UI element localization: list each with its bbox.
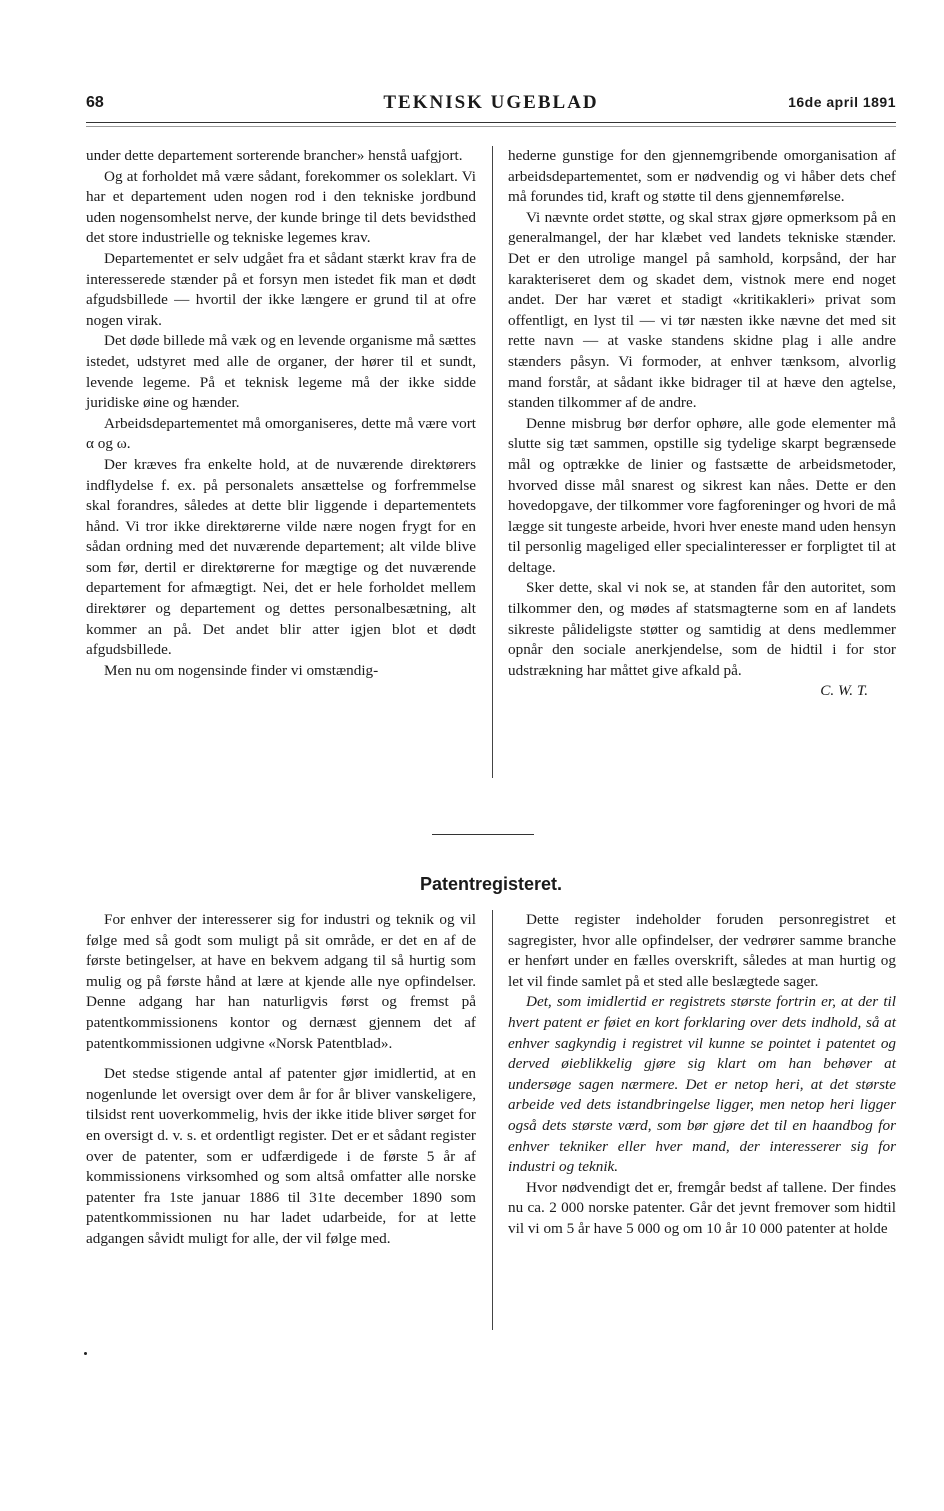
paragraph: For enhver der interesserer sig for industri og teknik og vil følge med så godt som muligt på sit område, er det en af de første betingelser, at have en bekvem adgang til så hurtig som mulig og på første hånd at lære at kjende alle nye opfindelser. Denne adgang har han naturligvis først og fremst på patentkommissionens kontor og dernæst gjennem det af patentkommissionen udgivne «Norsk Patentblad». (86, 911, 476, 1052)
paragraph: Og at forholdet må være sådant, forekommer os soleklart. Vi har et departement uden nogen rod i den tekniske jordbund uden nogensomhelst nerve, der kunde bringe til dets bevidsthed det store industrielle og tekniske legemes krav. (86, 167, 476, 247)
paragraph: Vi nævnte ordet støtte, og skal strax gjøre opmerksom på en generalmangel, der har klæbet ved landets tekniske stænder. Det er den utrolige mangel på samhold, korpsånd, der har karakteriseret dem og skadet dem, vistnok mere end noget andet. Der har været et stadigt «kritikakleri» privat som offentligt, en lyst til — vi tør næsten ikke nævne det med sit rette navn — at vaske standens skidne plag i alle andre stænders påsyn. Vi formoder, at enhver tænksom, alvorlig mand forstår, at sådant ikke bidrager til at hæve den agtelse, standen tilkommer af de andre. (508, 208, 896, 412)
page-number: 68 (86, 94, 104, 111)
journal-title: TEKNISK UGEBLAD (383, 92, 599, 113)
paragraph: Det døde billede må væk og en levende organisme må sættes istedet, udstyret med alle de organer, der hører til et sundt, levende legeme. På et teknisk legeme må der ikke sidde juridiske øine og hænder. (86, 332, 476, 412)
paragraph: Arbeidsdepartementet må omorganiseres, dette må være vort α og ω. (86, 414, 476, 453)
ink-speck (84, 1352, 87, 1355)
article1-left-column (86, 146, 476, 681)
paragraph: Der kræves fra enkelte hold, at de nuværende direktørers indflydelse f. ex. på personalets ansættelse og forfremmelse skal forandres, således at dette blir liggende i departementets hånd. Vi tror ikke direktørerne vilde nære nogen frygt for en sådan ordning med det nuværende departement; alt vilde blive som før, dertil er direktørerne for mægtige og det nuværende departement for afmægtigt. Nei, det er hele forholdet mellem direktører og departement og dettes personalbesætning, alt kommer an på. Det andet blir atter igjen blot et dødt afgudsbillede. (86, 455, 476, 659)
header-rule-thin (86, 126, 896, 127)
article1-right-column (508, 146, 896, 702)
column-divider (492, 910, 493, 1330)
paragraph: Hvor nødvendigt det er, fremgår bedst af tallene. Der findes nu ca. 2 000 norske patenter. Går det jevnt fremover som hidtil vil vi om 5 år have 5 000 og om 10 år 10 000 patenter at holde (508, 1178, 896, 1237)
section-divider (432, 834, 534, 835)
paragraph: Det stedse stigende antal af patenter gjør imidlertid, at en nogenlunde let oversigt over dem år for år bliver vanskeligere, tilsidst rent uoverkommelig, hvis der ikke itide bliver sørget for en oversigt d. v. s. et ordentligt register. Det er et sådant register over de patenter, som er udfærdigede i de første 5 år af kommissionens virksomhed og som altså omfatter alle norske patenter fra 1ste januar 1886 til 31te december 1890 som patentkommissionen nu har ladet udarbeide, for at lette adgangen såvidt muligt for alle, der vil følge med. (86, 1065, 476, 1247)
paragraph: Departementet er selv udgået fra et sådant stærkt krav fra de interesserede stænder på et forsyn men istedet fik man et dødt afgudsbillede — hvortil der ikke længere er grund til at ofre nogen virak. (86, 249, 476, 329)
paragraph: Dette register indeholder foruden personregistret et sagregister, hvor alle opfindelser, der vedrører samme branche er henført under en fælles overskrift, således at man hurtig og let vil finde samlet på et sted alle beslægtede sager. (508, 911, 896, 990)
paragraph: Det, som imidlertid er registrets største fortrin er, at der til hvert patent er føiet en kort forklaring over dets indhold, så at enhver sagkyndig i registret vil kunne se pointet i patentet og derved øieblikkelig gjøre sig klart om han behøver at undersøge sagen nærmere. Det er netop heri, at det største arbeide ved dets istandbringelse ligger, men netop heri ligger også dets største værd, som bør gjøre det til en haandbog for enhver tekniker eller hver mand, der interesserer sig for industri og teknik. (508, 993, 896, 1176)
paragraph: hederne gunstige for den gjennemgribende omorganisation af arbeidsdepartementet, som er nødvendig og vi håber dets chef må forundes tid, kraft og støtte til dens gjennemførelse. (508, 147, 896, 206)
column-divider (492, 146, 493, 778)
issue-date: 16de april 1891 (788, 94, 896, 110)
header-rule (86, 122, 896, 123)
paragraph: Denne misbrug bør derfor ophøre, alle gode elementer må slutte sig tæt sammen, opstille sig tydelige skarpt begrænsede mål og optrække de linier og fastsætte de arbeidsmetoder, hvorved disse mål snarest og sikrest kan nåes. Dette er den hovedopgave, der tilkommer vore fagforeninger og hvori de må lægge sit tungeste arbeide, hvori hver eneste mand uden hensyn til personlig mageliged eller specialinteresser er forpligtet til at deltage. (508, 414, 896, 576)
article2-right-column (508, 910, 896, 1240)
article2-title: Patentregisteret. (419, 874, 563, 894)
paragraph: under dette departement sorterende brancher» henstå uafgjort. (86, 147, 463, 164)
page-header (86, 94, 896, 120)
article2-left-column (86, 910, 476, 1250)
paragraph: Men nu om nogensinde finder vi omstændig- (104, 661, 379, 679)
paragraph: Sker dette, skal vi nok se, at standen får den autoritet, som tilkommer den, og mødes af statsmagterne som en af landets sikreste pålideligste støtter og samtidig at dens medlemmer opnår den sociale anerkjendelse, som de hidtil i for stor udstrækning har måttet give afkald på. (508, 579, 896, 679)
signature: C. W. T. (820, 682, 868, 700)
